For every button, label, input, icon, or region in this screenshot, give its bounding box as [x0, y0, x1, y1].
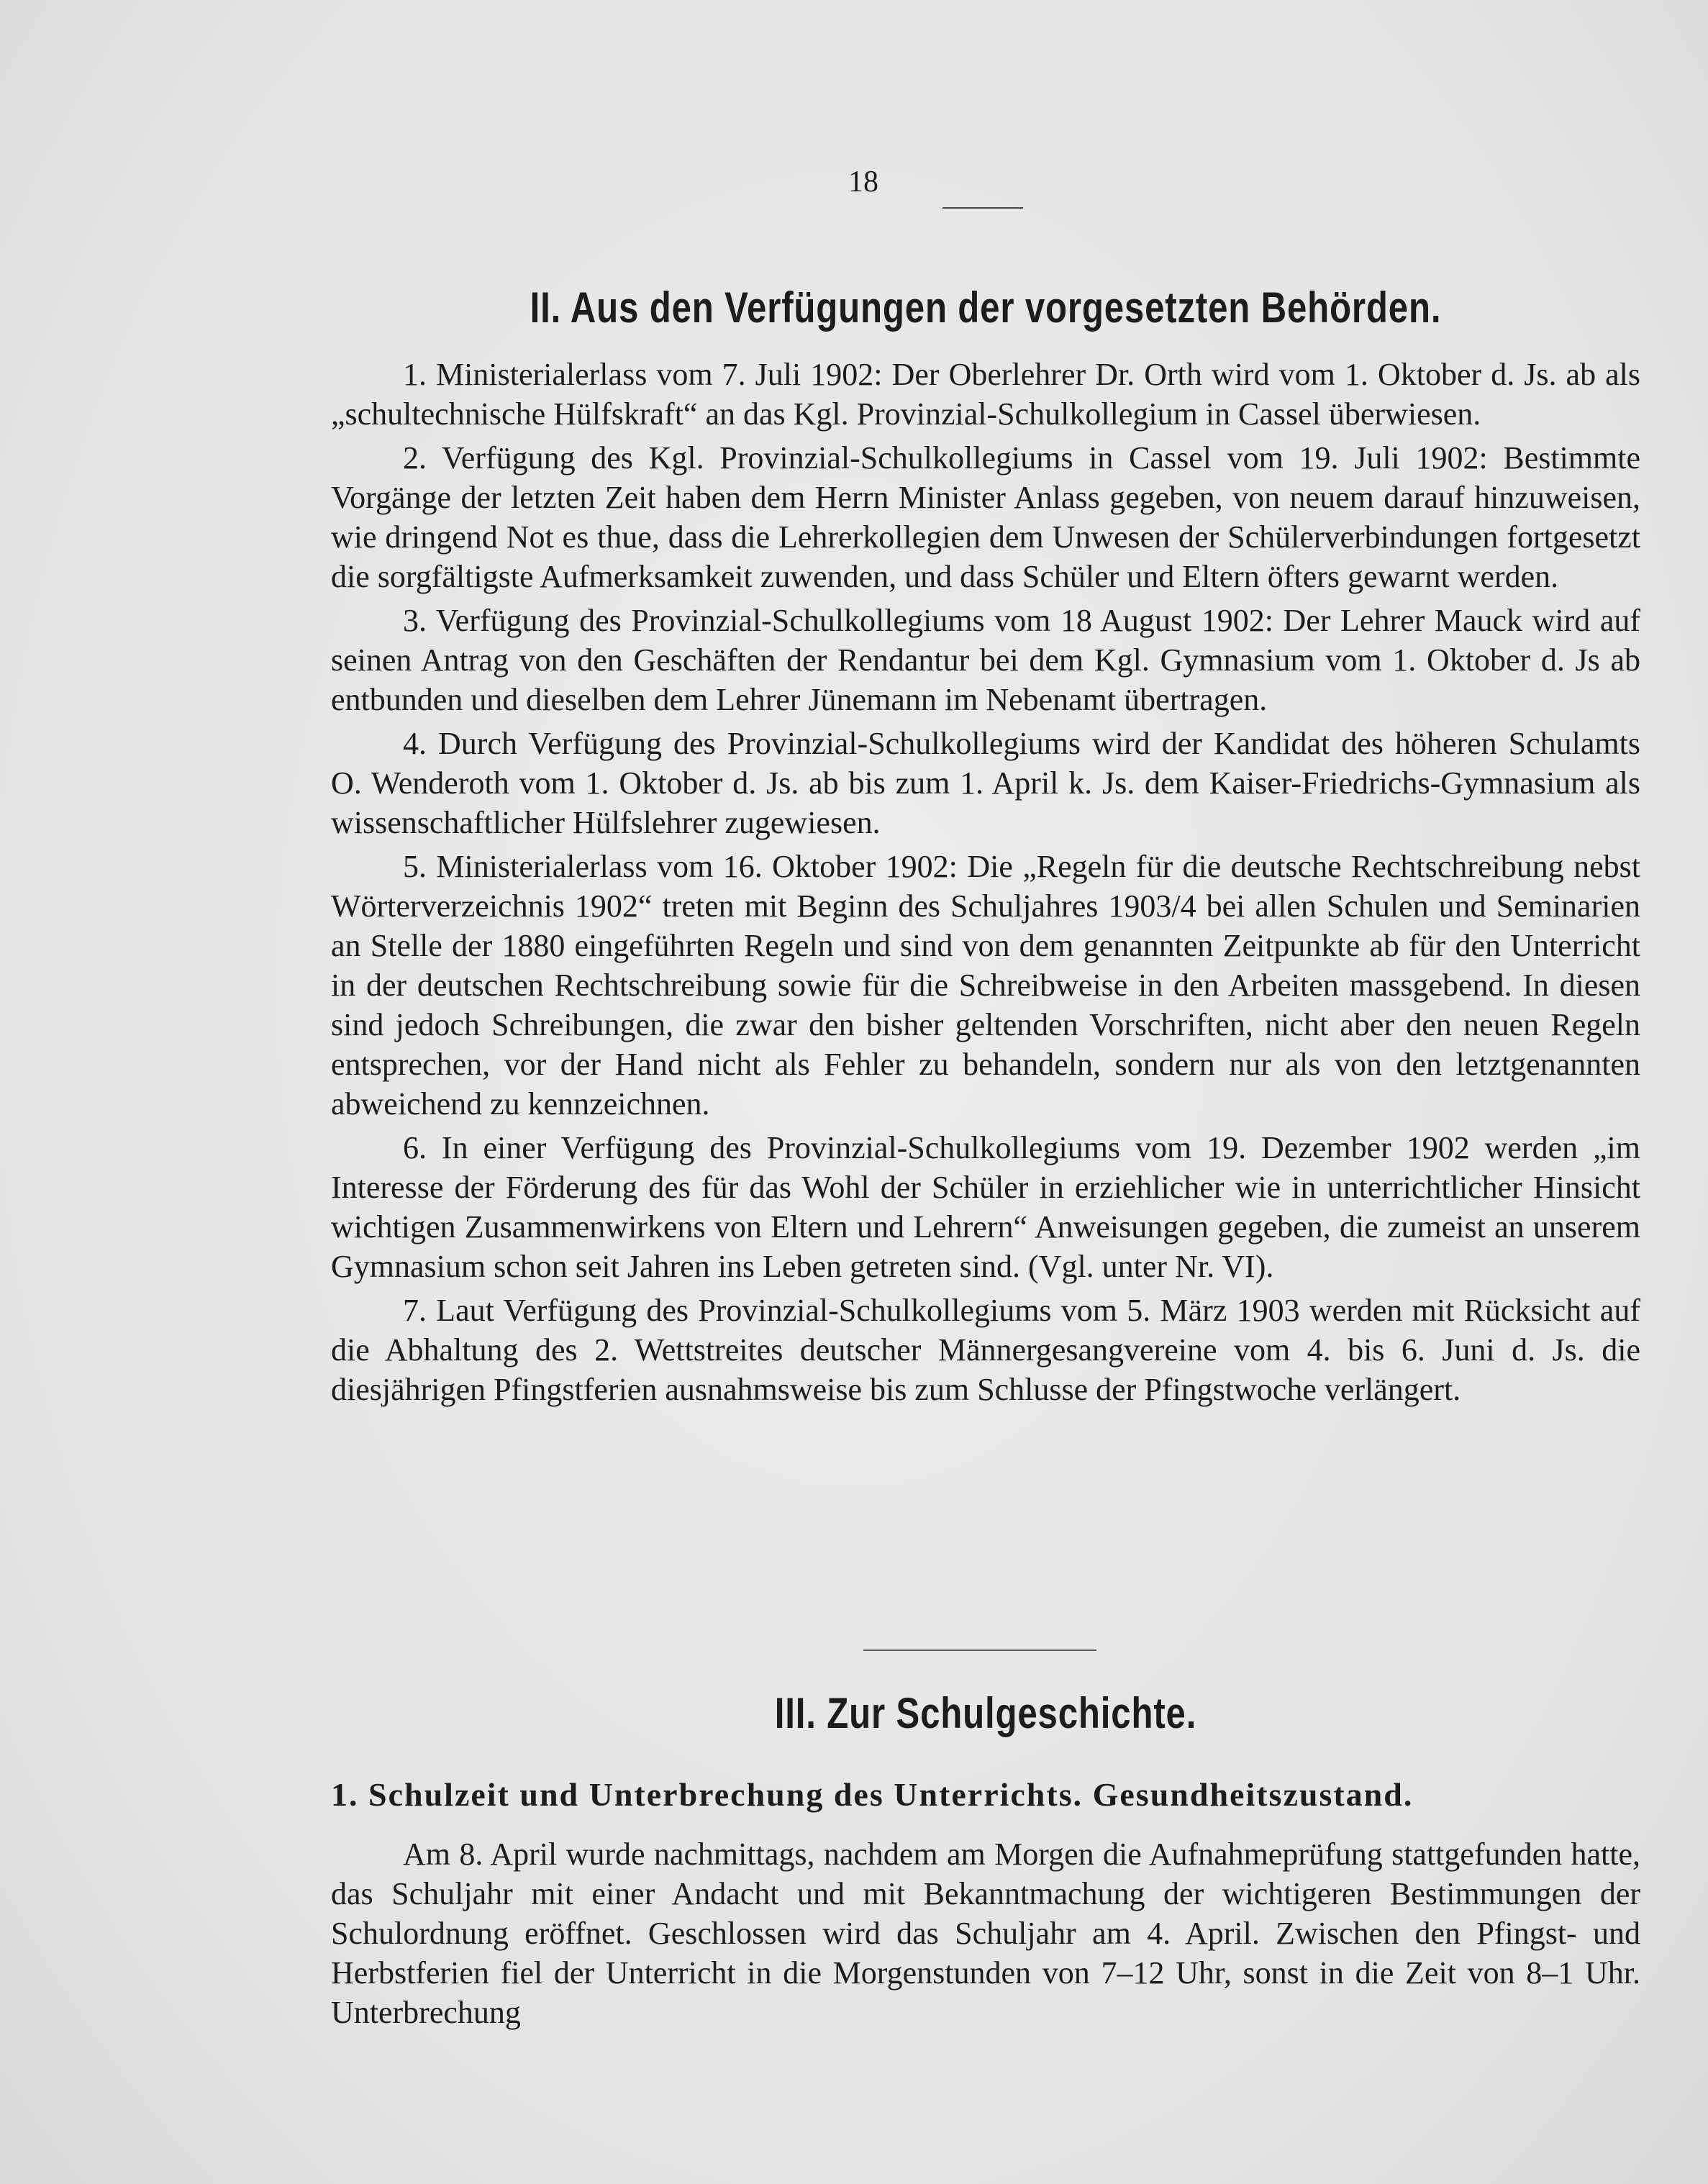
section-2-body: [331, 355, 1640, 1414]
section-2-heading: II. Aus den Verfügungen der vorgesetzten Behörden.: [530, 283, 1442, 332]
paragraph-2: 2. Verfügung des Kgl. Provinzial-Schulkollegiums in Cassel vom 19. Juli 1902: Bestimmte Vorgänge der letzten Zeit haben dem Herrn Minister Anlass gegeben, von neuem darauf hinzuweisen, wie dringend Not es thue, dass die Lehrerkollegien dem Unwesen der Schülerverbindungen fortgesetzt die sorgfältigste Aufmerksamkeit zuwenden, und dass Schüler und Eltern öfters gewarnt werden.: [331, 440, 1640, 594]
paragraph-1: 1. Ministerialerlass vom 7. Juli 1902: Der Oberlehrer Dr. Orth wird vom 1. Oktober d. Js. ab als „schultechnische Hülfskraft“ an das Kgl. Provinzial-Schulkollegium in Cassel überwiesen.: [331, 357, 1640, 432]
section-3-body: [331, 1834, 1640, 2032]
subsection-1-heading: 1. Schulzeit und Unterbrechung des Unterrichts. Gesundheitszustand.: [331, 1776, 1414, 1813]
paragraph-3: 3. Verfügung des Provinzial-Schulkollegiums vom 18 August 1902: Der Lehrer Mauck wird auf seinen Antrag von den Geschäften der Rendantur bei dem Kgl. Gymnasium vom 1. Oktober d. Js ab entbunden und dieselben dem Lehrer Jünemann im Nebenamt übertragen.: [331, 603, 1640, 717]
paragraph-7: 7. Laut Verfügung des Provinzial-Schulkollegiums vom 5. März 1903 werden mit Rücksicht auf die Abhaltung des 2. Wettstreites deutscher Männergesangvereine vom 4. bis 6. Juni d. Js. die diesjährigen Pfingstferien ausnahmsweise bis zum Schlusse der Pfingstwoche verlängert.: [331, 1293, 1640, 1407]
section-separator: [863, 1650, 1096, 1651]
section-3-heading: III. Zur Schulgeschichte.: [774, 1689, 1197, 1737]
page-number: 18: [848, 165, 878, 199]
paragraph-4: 4. Durch Verfügung des Provinzial-Schulkollegiums wird der Kandidat des höheren Schulamts O. Wenderoth vom 1. Oktober d. Js. ab bis zum 1. April k. Js. dem Kaiser-Friedrichs-Gymnasium als wissenschaftlicher Hülfslehrer zugewiesen.: [331, 726, 1640, 840]
page-number-rule: [942, 207, 1023, 209]
paragraph-6: 6. In einer Verfügung des Provinzial-Schulkollegiums vom 19. Dezember 1902 werden „im Interesse der Förderung des für das Wohl der Schüler in erziehlicher wie in unterrichtlicher Hinsicht wichtigen Zusammenwirkens von Eltern und Lehrern“ Anweisungen gegeben, die zumeist an unserem Gymnasium schon seit Jahren ins Leben getreten sind. (Vgl. unter Nr. VI).: [331, 1130, 1640, 1284]
paragraph-schulzeit: Am 8. April wurde nachmittags, nachdem am Morgen die Aufnahmeprüfung stattgefunden hatte, das Schuljahr mit einer Andacht und mit Bekanntmachung der wichtigeren Bestimmungen der Schulordnung eröffnet. Geschlossen wird das Schuljahr am 4. April. Zwischen den Pfingst- und Herbstferien fiel der Unterricht in die Morgenstunden von 7–12 Uhr, sonst in die Zeit von 8–1 Uhr. Unterbrechung: [331, 1837, 1640, 2030]
paragraph-5: 5. Ministerialerlass vom 16. Oktober 1902: Die „Regeln für die deutsche Rechtschreibung nebst Wörterverzeichnis 1902“ treten mit Beginn des Schuljahres 1903/4 bei allen Schulen und Seminarien an Stelle der 1880 eingeführten Regeln und sind von dem genannten Zeitpunkte ab für den Unterricht in der deutschen Rechtschreibung sowie für die Schreibweise in den Arbeiten massgebend. In diesen sind jedoch Schreibungen, die zwar den bisher geltenden Vorschriften, nicht aber den neuen Regeln entsprechen, vor der Hand nicht als Fehler zu behandeln, sondern nur als von den letztgenannten abweichend zu kennzeichnen.: [331, 849, 1640, 1121]
